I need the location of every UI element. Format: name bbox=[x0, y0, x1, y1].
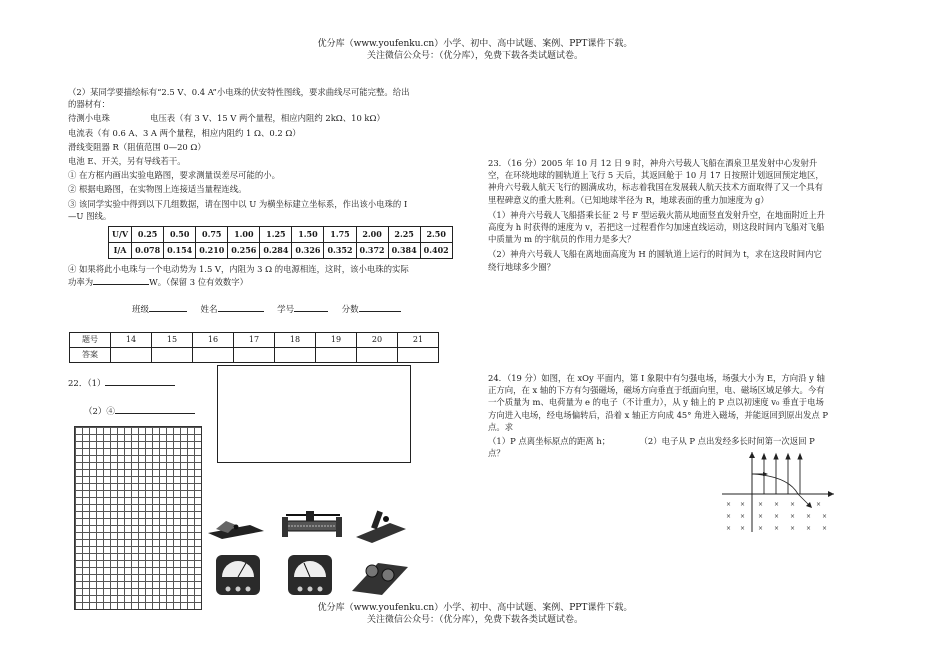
page-footer bbox=[0, 602, 950, 626]
u-cell: 2.50 bbox=[420, 226, 452, 242]
svg-text:×: × bbox=[740, 525, 746, 532]
iu-data-table bbox=[108, 226, 453, 259]
question-number: 14 bbox=[111, 333, 152, 348]
q23-stem: 23．（16 分）2005 年 10 月 12 日 9 时，神舟六号载人飞船在酒泉卫星发射中心发射升空，在环绕地球的圆轨道上飞行 5 天后，其返回舱于 10 月 17 日按照计划返回预定地区，神舟六号载人航天飞行的圆满成功，标志着我国在发展载人航天技术方面取得了又一个具有里程碑意义的重大胜利。（已知地球半径为 R，地球表面的重力加速度为 g） bbox=[488, 158, 824, 205]
i-cell: 0.352 bbox=[324, 242, 356, 258]
svg-text:×: × bbox=[774, 501, 780, 508]
ammeter-icon bbox=[288, 555, 332, 595]
q22-answer-2: （2）④ bbox=[84, 404, 195, 418]
question-24 bbox=[488, 372, 830, 459]
q22-equipment-line bbox=[68, 112, 413, 124]
answer-cell[interactable] bbox=[357, 348, 398, 363]
u-cell: 1.75 bbox=[324, 226, 356, 242]
svg-text:×: × bbox=[758, 525, 764, 532]
q22-step-2: ② 根据电路图，在实物图上连接适当量程连线。 bbox=[68, 184, 247, 195]
q22-rheostat: 滑线变阻器 R（阻值范围 0—20 Ω） bbox=[68, 141, 206, 152]
answer-cell[interactable] bbox=[234, 348, 275, 363]
score-field[interactable] bbox=[359, 302, 401, 312]
q22-bulb: 待测小电珠 bbox=[68, 113, 110, 124]
student-id-label: 学号 bbox=[277, 305, 295, 315]
footer-line-2: 关注微信公众号：（优分库），免费下载各类试题试卷。 bbox=[366, 615, 583, 625]
class-field[interactable] bbox=[149, 302, 187, 312]
q23-part-1: （1）神舟六号载人飞船搭乘长征 2 号 F 型运载火箭从地面竖直发射升空，在地面附近上升高度为 h 时获得的速度为 v，若把这一过程看作匀加速直线运动，则这段时间内飞船对飞船中质量为 m 的宇航员的作用力是多大？ bbox=[488, 209, 825, 245]
u-cell: 1.25 bbox=[260, 226, 292, 242]
q24-stem: 24．（19 分）如图，在 xOy 平面内，第 I 象限中有匀强电场，场强大小为 E，方向沿 y 轴正方向，在 x 轴的下方有匀强磁场，磁场方向垂直于纸面向里，电、磁场区域足够大。今有一个质量为 m、电荷量为 e 的电子（不计重力），从 y 轴上的 P 点以初速度 v₀ 垂直于电场方向进入电场，经电场偏转后，沿着 x 轴正方向成 45° 角进入磁场，并能返回到原出发点 P 点。求 bbox=[488, 373, 829, 432]
u-cell: 2.00 bbox=[356, 226, 388, 242]
svg-text:×: × bbox=[790, 501, 796, 508]
question-number: 15 bbox=[152, 333, 193, 348]
question-number: 16 bbox=[193, 333, 234, 348]
q22-voltmeter: 电压表（有 3 V、15 V 两个量程，相应内阻约 2kΩ、10 kΩ） bbox=[150, 113, 385, 124]
apparatus-images bbox=[206, 505, 418, 600]
name-label: 姓名 bbox=[200, 305, 218, 315]
q22-answer-1: 22．（1） bbox=[68, 376, 175, 390]
page-header bbox=[0, 38, 950, 62]
question-23 bbox=[488, 157, 830, 273]
voltmeter-icon bbox=[216, 555, 260, 595]
i-cell: 0.154 bbox=[164, 242, 196, 258]
u-cell: 0.50 bbox=[164, 226, 196, 242]
answer-cell[interactable] bbox=[398, 348, 439, 363]
i-cell: 0.326 bbox=[292, 242, 324, 258]
svg-text:×: × bbox=[774, 525, 780, 532]
q22-battery: 电池 E、开关，另有导线若干。 bbox=[68, 155, 186, 166]
i-cell: 0.210 bbox=[196, 242, 228, 258]
i-cell: 0.372 bbox=[356, 242, 388, 258]
question-number: 18 bbox=[275, 333, 316, 348]
q22-1-answer-blank[interactable] bbox=[105, 376, 175, 386]
answer-cell[interactable] bbox=[275, 348, 316, 363]
q22-ammeter: 电流表（有 0.6 A、3 A 两个量程，相应内阻约 1 Ω、0.2 Ω） bbox=[68, 127, 301, 138]
header-line-2: 关注微信公众号：（优分库），免费下载各类试题试卷。 bbox=[366, 51, 583, 61]
field-diagram bbox=[718, 450, 838, 535]
svg-text:×: × bbox=[740, 501, 746, 508]
svg-text:×: × bbox=[816, 501, 822, 508]
question-number: 19 bbox=[316, 333, 357, 348]
answer-row-header: 答案 bbox=[70, 348, 111, 363]
svg-text:×: × bbox=[726, 513, 732, 520]
i-cell: 0.078 bbox=[132, 242, 164, 258]
svg-text:×: × bbox=[726, 525, 732, 532]
bulb-base-icon bbox=[352, 563, 408, 595]
svg-text:×: × bbox=[806, 525, 812, 532]
u-header: U/V bbox=[109, 226, 132, 242]
q24-part-2: （2）电子从 P 点出发经多长时间第一次返回 P 点？ bbox=[488, 435, 815, 459]
switch-apparatus-icon bbox=[208, 521, 264, 539]
question-22-part-2 bbox=[68, 86, 449, 288]
svg-text:×: × bbox=[822, 525, 828, 532]
answer-table-row-numbers bbox=[70, 333, 439, 348]
answer-cell[interactable] bbox=[152, 348, 193, 363]
answer-table-row-answers bbox=[70, 348, 439, 363]
svg-text:×: × bbox=[806, 513, 812, 520]
table-row-i bbox=[109, 242, 453, 258]
footer-line-1: 优分库（www.youfenku.cn）小学、初中、高中试题、案例、PPT课件下载。 bbox=[317, 603, 633, 613]
u-cell: 1.00 bbox=[228, 226, 260, 242]
svg-text:×: × bbox=[740, 513, 746, 520]
answer-cell[interactable] bbox=[111, 348, 152, 363]
u-cell: 2.25 bbox=[388, 226, 420, 242]
u-cell: 1.50 bbox=[292, 226, 324, 242]
svg-text:×: × bbox=[790, 525, 796, 532]
i-cell: 0.256 bbox=[228, 242, 260, 258]
power-answer-blank[interactable] bbox=[93, 275, 149, 285]
svg-text:×: × bbox=[774, 513, 780, 520]
q22-step-4: ④ 如果将此小电珠与一个电动势为 1.5 V，内阻为 3 Ω 的电源相连，这时，该小电珠的实际功率为 W。（保留 3 位有效数字） bbox=[68, 263, 409, 288]
i-cell: 0.402 bbox=[420, 242, 452, 258]
answer-table bbox=[69, 332, 439, 363]
question-number-header: 题号 bbox=[70, 333, 111, 348]
i-header: I/A bbox=[109, 242, 132, 258]
class-label: 班级 bbox=[132, 305, 150, 315]
u-cell: 0.25 bbox=[132, 226, 164, 242]
question-number: 21 bbox=[398, 333, 439, 348]
u-cell: 0.75 bbox=[196, 226, 228, 242]
svg-text:×: × bbox=[822, 513, 828, 520]
rheostat-icon bbox=[282, 511, 342, 537]
q22-step-3: ③ 该同学实验中得到以下几组数据，请在图中以 U 为横坐标建立坐标系，作出该小电珠的 I—U 图线。 bbox=[68, 198, 408, 221]
question-number: 20 bbox=[357, 333, 398, 348]
name-field[interactable] bbox=[218, 302, 264, 312]
q22-step-1: ① 在方框内画出实验电路图，要求测量误差尽可能的小。 bbox=[68, 170, 281, 181]
score-label: 分数 bbox=[341, 305, 359, 315]
answer-cell[interactable] bbox=[193, 348, 234, 363]
student-id-field[interactable] bbox=[294, 302, 328, 312]
svg-text:×: × bbox=[726, 501, 732, 508]
header-line-1: 优分库（www.youfenku.cn）小学、初中、高中试题、案例、PPT课件下载。 bbox=[317, 39, 633, 49]
q22-intro: （2）某同学要描绘标有“2.5 V、0.4 A”小电珠的伏安特性图线，要求曲线尽可能完整。给出的器材有： bbox=[68, 87, 410, 110]
battery-holder-icon bbox=[356, 511, 406, 543]
table-row-u bbox=[109, 226, 453, 242]
i-cell: 0.284 bbox=[260, 242, 292, 258]
svg-text:×: × bbox=[790, 513, 796, 520]
answer-cell[interactable] bbox=[316, 348, 357, 363]
student-info-line bbox=[132, 302, 432, 316]
i-cell: 0.384 bbox=[388, 242, 420, 258]
svg-text:×: × bbox=[758, 501, 764, 508]
svg-text:×: × bbox=[758, 513, 764, 520]
graph-paper-grid[interactable] bbox=[74, 426, 202, 610]
q22-2-answer-blank[interactable] bbox=[115, 404, 195, 414]
q24-part-1: （1）P 点离坐标原点的距离 h； bbox=[488, 435, 611, 446]
circuit-diagram-box[interactable] bbox=[217, 365, 411, 463]
q23-part-2: （2）神舟六号载人飞船在离地面高度为 H 的圆轨道上运行的时间为 t，求在这段时间内它绕行地球多少圈？ bbox=[488, 249, 822, 272]
question-number: 17 bbox=[234, 333, 275, 348]
